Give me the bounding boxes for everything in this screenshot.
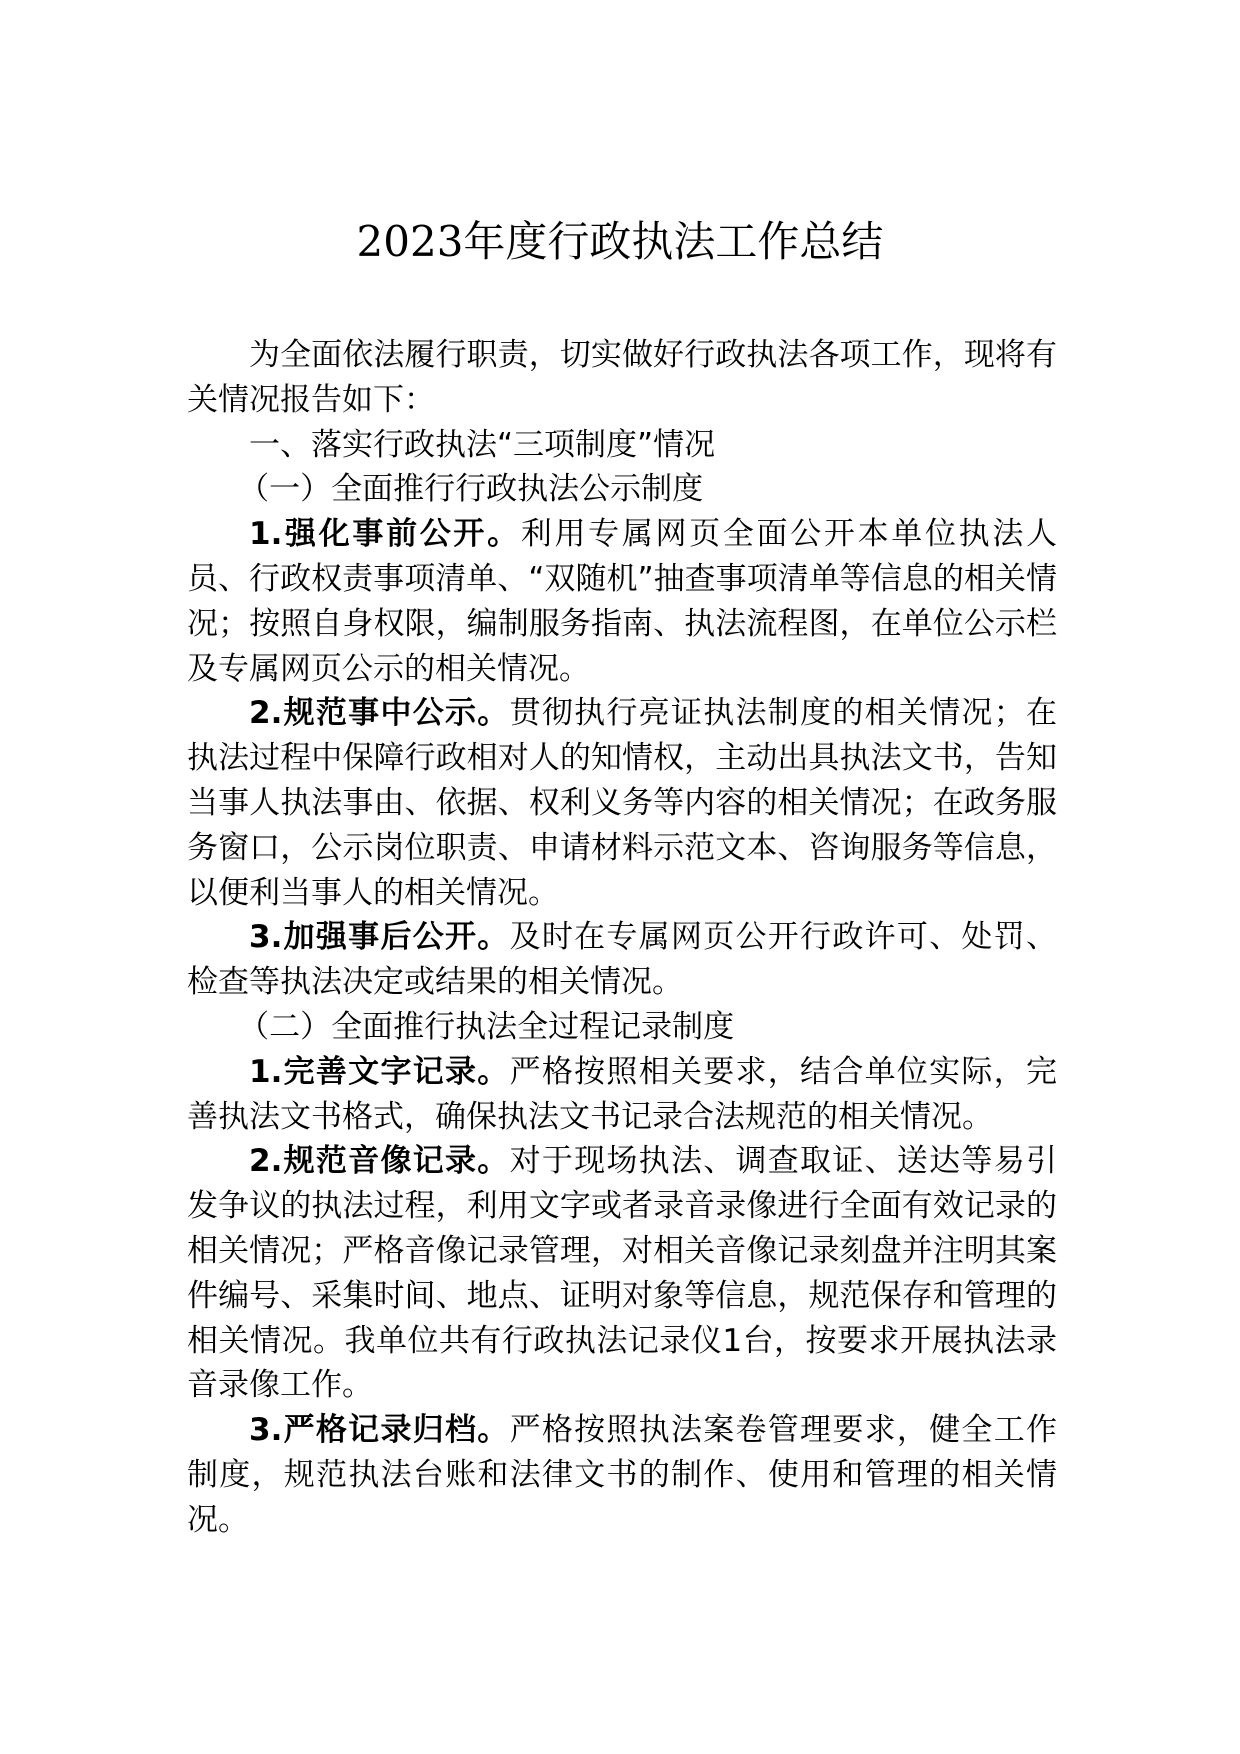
paragraph-lead: 2.规范音像记录。 — [249, 1143, 510, 1180]
section-heading-1: 一、落实行政执法“三项制度”情况 — [249, 426, 716, 463]
paragraph-text: 及时在专属网页公开行政许可、处罚、检查等执法决定或结果的相关情况。 — [187, 919, 1057, 1001]
paragraph-text: 严格按照执法案卷管理要求，健全工作制度，规范执法台账和法律文书的制作、使用和管理的相关情况。 — [187, 1412, 1057, 1538]
paragraph-text: 利用专属网页全面公开本单位执法人员、行政权责事项清单、“双随机”抽查事项清单等信息的相关情况；按照自身权限，编制服务指南、执法流程图，在单位公示栏及专属网页公示的相关情况。 — [187, 516, 1057, 687]
intro-paragraph: 为全面依法履行职责，切实做好行政执法各项工作，现将有关情况报告如下： — [187, 337, 1057, 418]
paragraph-item — [187, 1139, 1057, 1408]
paragraph-text: 贯彻执行亮证执法制度的相关情况；在执法过程中保障行政相对人的知情权，主动出具执法文书，告知当事人执法事由、依据、权利义务等内容的相关情况；在政务服务窗口，公示岗位职责、申请材料示范文本、咨询服务等信息，以便利当事人的相关情况。 — [187, 695, 1057, 911]
paragraph-item — [187, 512, 1057, 691]
document-title: 2023年度行政执法工作总结 — [356, 217, 884, 266]
paragraph-lead: 3.加强事后公开。 — [249, 919, 510, 956]
paragraph-text: 对于现场执法、调查取证、送达等易引发争议的执法过程，利用文字或者录音录像进行全面有效记录的相关情况；严格音像记录管理，对相关音像记录刻盘并注明其案件编号、采集时间、地点、证明对象等信息，规范保存和管理的相关情况。我单位共有行政执法记录仪1台，按要求开展执法录音录像工作。 — [187, 1143, 1057, 1404]
paragraph-lead: 2.规范事中公示。 — [249, 695, 510, 732]
paragraph-item — [187, 1050, 1057, 1140]
subsection-heading-2: （二）全面推行执法全过程记录制度 — [238, 1008, 735, 1045]
paragraph-item — [187, 915, 1057, 1005]
paragraph-item — [187, 691, 1057, 915]
document-body — [187, 333, 1057, 1543]
paragraph-lead: 1.强化事前公开。 — [249, 516, 521, 553]
paragraph-lead: 1.完善文字记录。 — [249, 1053, 510, 1090]
paragraph-text: 严格按照相关要求，结合单位实际，完善执法文书格式，确保执法文书记录合法规范的相关情况。 — [187, 1053, 1057, 1135]
paragraph-lead: 3.严格记录归档。 — [249, 1412, 510, 1449]
subsection-heading-1: （一）全面推行行政执法公示制度 — [238, 471, 704, 508]
paragraph-item — [187, 1408, 1057, 1542]
